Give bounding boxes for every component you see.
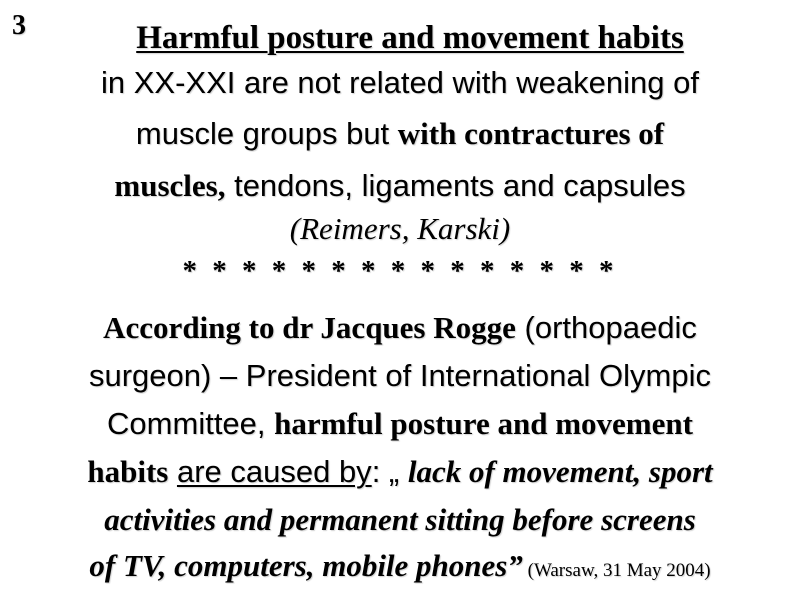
slide-number: 3: [12, 10, 26, 41]
paragraph2-line3-normal: Committee,: [107, 406, 275, 441]
paragraph2-line4-space: [168, 454, 177, 489]
paragraph2-line4: [0, 456, 800, 487]
paragraph2-line3: [0, 408, 800, 439]
paragraph1-line2: in XX-XXI are not related with weakening of: [101, 65, 699, 100]
paragraph2-line6-source: (Warsaw, 31 May 2004): [522, 560, 711, 581]
paragraph2-line4-colon: : „: [371, 454, 408, 489]
paragraph2-line1: [0, 312, 800, 343]
paragraph2-line3-bold: harmful posture and movement: [274, 406, 693, 441]
paragraph1-line3-bold: with contractures of: [397, 116, 665, 151]
paragraph1-line4: [0, 170, 800, 201]
paragraph1-citation: (Reimers, Karski): [289, 211, 511, 246]
paragraph1-line4-normal: tendons, ligaments and capsules: [225, 168, 686, 203]
paragraph2-line6-italic: of TV, computers, mobile phones: [89, 548, 508, 583]
paragraph1-line4-bold: muscles,: [114, 168, 226, 203]
paragraph2-line6-quote: ”: [507, 548, 523, 583]
paragraph2-line6: [0, 550, 800, 581]
paragraph1-title: Harmful posture and movement habits: [136, 20, 684, 56]
paragraph2-line2: surgeon) – President of International Olympic: [88, 358, 712, 393]
paragraph2-line1-normal: (orthopaedic: [515, 310, 697, 345]
paragraph2-line4-italic: lack of movement, sport: [407, 454, 713, 489]
paragraph1-line3: [0, 118, 800, 149]
paragraph2-line5: activities and permanent sitting before screens: [104, 502, 696, 537]
paragraph2-line1-bold: According to dr Jacques Rogge: [103, 310, 516, 345]
paragraph2-line4-underlined: are caused by: [176, 454, 372, 489]
paragraph1-line3-normal: muscle groups but: [135, 116, 398, 151]
separator: * * * * * * * * * * * * * * *: [182, 255, 618, 287]
paragraph2-line4-bold: habits: [87, 454, 169, 489]
